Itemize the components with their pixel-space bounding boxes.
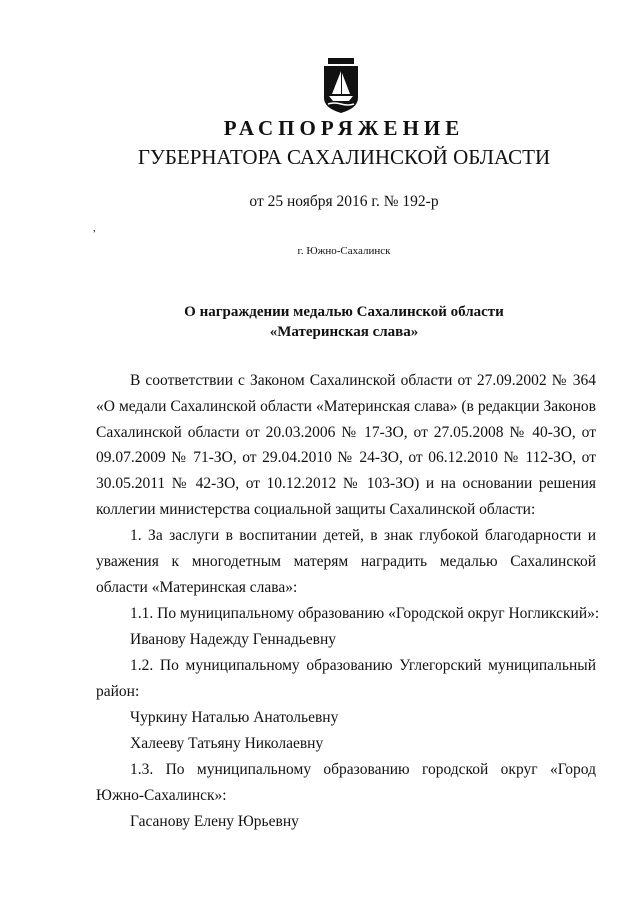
awardee-name: Иванову Надежду Геннадьевну — [130, 631, 337, 648]
awardee-name: Халееву Татьяну Николаевну — [130, 735, 324, 752]
scan-mark: , — [93, 222, 96, 234]
awardee-name: Гасанову Елену Юрьевну — [130, 813, 299, 830]
document-date-number: от 25 ноября 2016 г. № 192-р — [249, 193, 439, 210]
subject-line-1: О награждении медалью Сахалинской области — [184, 304, 504, 320]
document-title: РАСПОРЯЖЕНИЕ — [223, 116, 465, 140]
point-1-3: 1.3. По муниципальному образованию городской округ «Город Южно-Сахалинск»: — [96, 761, 596, 804]
point-1-paragraph: 1. За заслуги в воспитании детей, в знак глубокой благодарности и уважения к многодетным матерям наградить медалью Сахалинской области «Материнская слава»: — [96, 527, 596, 596]
intro-paragraph: В соответствии с Законом Сахалинской области от 27.09.2002 № 364 «О медали Сахалинской области «Материнская слава» (в редакции Законов Сахалинской области от 20.03.2006 № 17-ЗО, от 27.05.2008 № 40-ЗО, от 09.07.2009 № 71-ЗО, от 29.04.2010 № 24-ЗО, от 06.12.2010 № 112-ЗО, от 30.05.2011 № 42-ЗО, от 10.12.2012 № 103-ЗО) и на основании решения коллегии министерства социальной защиты Сахалинской области: — [96, 372, 596, 518]
sakhalin-coat-of-arms-icon — [318, 58, 364, 114]
document-subtitle: ГУБЕРНАТОРА САХАЛИНСКОЙ ОБЛАСТИ — [137, 145, 551, 169]
document-subject — [0, 302, 640, 342]
subject-line-2: «Материнская слава» — [269, 324, 419, 340]
awardee-name: Чуркину Наталью Анатольевну — [130, 709, 339, 726]
point-1-1: 1.1. По муниципальному образованию «Городской округ Ногликский»: — [130, 605, 600, 622]
point-1-2: 1.2. По муниципальному образованию Углегорский муниципальный район: — [96, 657, 596, 700]
document-city: г. Южно-Сахалинск — [297, 245, 391, 257]
